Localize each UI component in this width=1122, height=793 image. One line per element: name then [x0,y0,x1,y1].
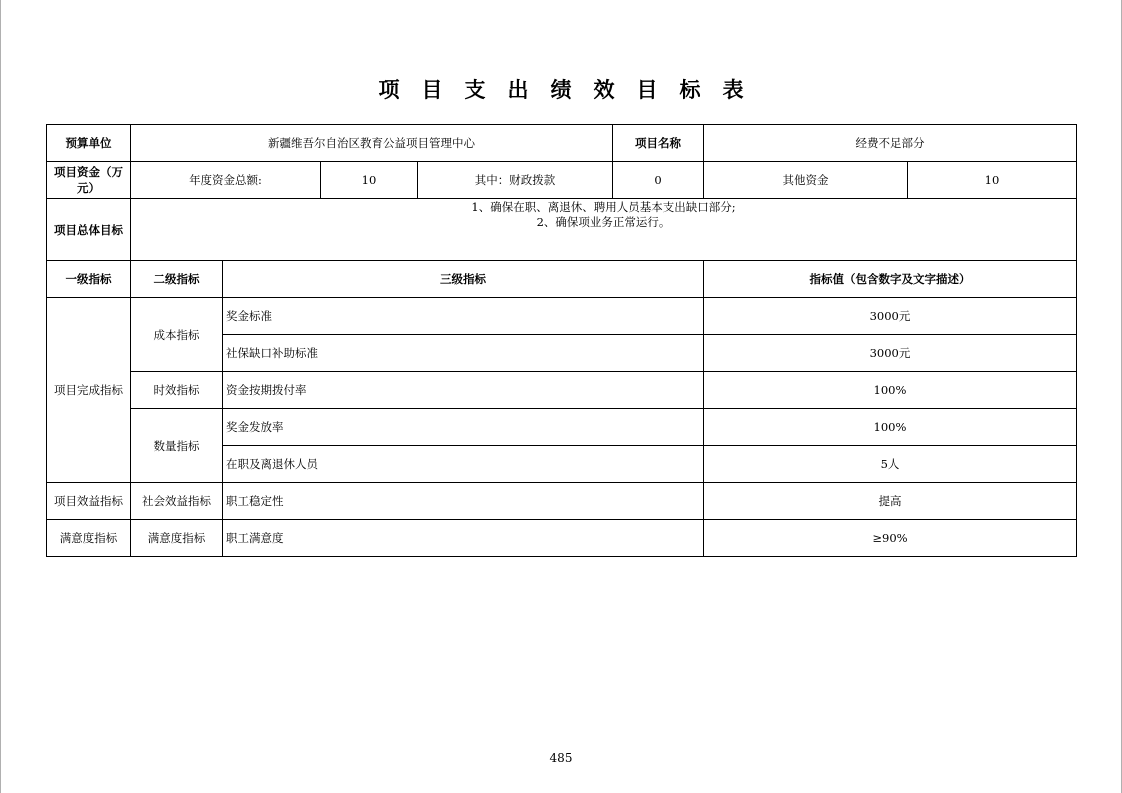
project-name-label: 项目名称 [613,125,704,162]
indicator-name: 资金按期拨付率 [223,372,704,409]
indicator-name: 奖金标准 [223,298,704,335]
indicator-name: 职工稳定性 [223,483,704,520]
fiscal-allocation-label: 其中：财政拨款 [418,162,613,199]
indicator-name: 职工满意度 [223,520,704,557]
goal-line-1: 1、确保在职、离退休、聘用人员基本支出缺口部分; [471,200,736,214]
value-header: 指标值（包含数字及文字描述） [704,261,1077,298]
other-funds-value: 10 [908,162,1077,199]
annual-total-value: 10 [321,162,418,199]
project-funds-label: 项目资金（万元） [47,162,131,199]
completion-indicator-label: 项目完成指标 [47,298,131,483]
social-benefit-label: 社会效益指标 [131,483,223,520]
indicator-value: 5人 [704,446,1077,483]
level3-header: 三级指标 [223,261,704,298]
indicator-value: 100% [704,372,1077,409]
table-row [47,409,1077,446]
budget-unit-value: 新疆维吾尔自治区教育公益项目管理中心 [131,125,613,162]
table-row [47,372,1077,409]
satisfaction-indicator-label: 满意度指标 [47,520,131,557]
overall-goal-row [47,199,1077,261]
performance-target-table [46,124,1077,557]
indicator-value: 100% [704,409,1077,446]
indicator-value: 3000元 [704,335,1077,372]
table-row [47,483,1077,520]
goal-line-2: 2、确保项业务正常运行。 [536,215,671,229]
indicator-name: 在职及离退休人员 [223,446,704,483]
indicator-name: 奖金发放率 [223,409,704,446]
benefit-indicator-label: 项目效益指标 [47,483,131,520]
indicator-value: ≥90% [704,520,1077,557]
header-row [47,125,1077,162]
project-name-value: 经费不足部分 [704,125,1077,162]
column-header-row [47,261,1077,298]
level2-header: 二级指标 [131,261,223,298]
budget-unit-label: 预算单位 [47,125,131,162]
table-row [47,520,1077,557]
indicator-value: 3000元 [704,298,1077,335]
indicator-value: 提高 [704,483,1077,520]
level1-header: 一级指标 [47,261,131,298]
fiscal-allocation-value: 0 [613,162,704,199]
page-title: 项目支出绩效目标表 [378,78,766,102]
page-border-left [0,0,1,793]
cost-indicator-label: 成本指标 [131,298,223,372]
indicator-name: 社保缺口补助标准 [223,335,704,372]
other-funds-label: 其他资金 [704,162,908,199]
page-number: 485 [549,751,573,765]
annual-total-label: 年度资金总额: [131,162,321,199]
funds-row [47,162,1077,199]
quantity-indicator-label: 数量指标 [131,409,223,483]
overall-goal-text [131,199,1077,261]
satisfaction-sub-label: 满意度指标 [131,520,223,557]
table-row [47,298,1077,335]
timeliness-indicator-label: 时效指标 [131,372,223,409]
overall-goal-label: 项目总体目标 [47,199,131,261]
